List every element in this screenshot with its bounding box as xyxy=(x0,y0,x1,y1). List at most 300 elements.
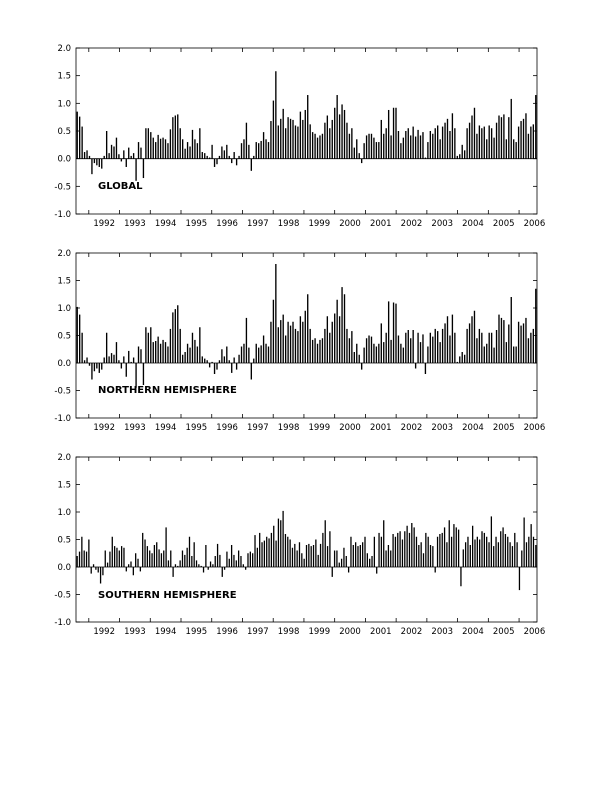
data-bar xyxy=(205,545,206,567)
data-bar xyxy=(383,342,384,363)
data-bar xyxy=(329,531,330,567)
data-bar xyxy=(327,116,328,159)
data-bar xyxy=(162,340,163,363)
data-bar xyxy=(184,149,185,159)
data-bar xyxy=(503,320,504,363)
data-bar xyxy=(533,329,534,363)
data-bar xyxy=(170,329,171,363)
data-bar xyxy=(148,333,149,363)
data-bar xyxy=(346,123,347,159)
data-bar xyxy=(521,551,522,568)
data-bar xyxy=(305,110,306,159)
data-bar xyxy=(219,360,220,363)
data-bar xyxy=(398,131,399,159)
data-bar xyxy=(306,545,307,567)
data-bar xyxy=(280,119,281,159)
data-bar xyxy=(168,560,169,567)
data-bar xyxy=(292,120,293,159)
data-bar xyxy=(388,545,389,567)
x-tick-label: 2003 xyxy=(431,219,454,229)
data-bar xyxy=(378,533,379,567)
data-bar xyxy=(528,338,529,363)
y-tick-label: 1.5 xyxy=(57,71,71,82)
data-bar xyxy=(241,143,242,158)
data-bar xyxy=(346,556,347,567)
data-bar xyxy=(264,541,265,567)
data-bar xyxy=(320,544,321,567)
data-bar xyxy=(415,137,416,159)
x-tick-label: 1993 xyxy=(124,219,146,229)
data-bar xyxy=(329,333,330,363)
data-bar xyxy=(118,154,119,158)
x-tick-label: 2006 xyxy=(523,627,546,637)
data-bar xyxy=(236,159,237,166)
data-bar xyxy=(437,331,438,363)
data-bar xyxy=(474,311,475,363)
data-bar xyxy=(454,333,455,363)
data-bar xyxy=(486,139,487,158)
data-bar xyxy=(359,355,360,363)
data-bar xyxy=(415,363,416,369)
data-bar xyxy=(471,316,472,363)
data-bar xyxy=(458,530,459,567)
data-bar xyxy=(265,344,266,363)
data-bar xyxy=(411,523,412,567)
y-tick-label: -1.0 xyxy=(54,618,71,628)
data-bar xyxy=(423,553,424,567)
data-bar xyxy=(145,327,146,363)
data-bar xyxy=(427,142,428,159)
data-bar xyxy=(77,556,78,567)
data-bar xyxy=(307,95,308,159)
data-bar xyxy=(341,559,342,567)
data-bar xyxy=(493,546,494,567)
data-bar xyxy=(289,540,290,568)
data-bar xyxy=(392,534,393,567)
data-bar xyxy=(486,537,487,567)
data-bar xyxy=(334,551,335,568)
data-bar xyxy=(516,542,517,567)
data-bar xyxy=(508,325,509,364)
data-bar xyxy=(231,363,232,373)
data-bar xyxy=(425,158,426,159)
data-bar xyxy=(184,352,185,363)
data-bar xyxy=(324,123,325,159)
data-bar xyxy=(179,560,180,567)
x-tick-label: 2005 xyxy=(492,219,515,229)
data-bar xyxy=(451,537,452,567)
x-tick-label: 1998 xyxy=(277,627,300,637)
data-bar xyxy=(305,311,306,363)
data-bar xyxy=(177,566,178,567)
data-bar xyxy=(457,362,458,363)
y-tick-label: -0.5 xyxy=(54,590,71,601)
data-bar xyxy=(346,329,347,363)
data-bar xyxy=(295,125,296,158)
data-bar xyxy=(81,333,82,363)
data-bar xyxy=(317,138,318,159)
data-bar xyxy=(109,552,110,567)
data-bar xyxy=(410,338,411,363)
data-bar xyxy=(101,159,102,169)
data-bar xyxy=(194,340,195,363)
data-bar xyxy=(442,127,443,159)
data-bar xyxy=(481,531,482,567)
data-bar xyxy=(518,322,519,363)
data-bar xyxy=(221,146,222,158)
data-bar xyxy=(307,294,308,363)
data-bar xyxy=(116,548,117,567)
x-tick-label: 2000 xyxy=(339,219,361,229)
data-bar xyxy=(432,337,433,363)
data-bar xyxy=(140,148,141,159)
data-bar xyxy=(133,153,134,159)
data-bar xyxy=(332,120,333,159)
data-bar xyxy=(192,130,193,159)
data-bar xyxy=(299,542,300,567)
y-tick-label: 2.0 xyxy=(57,249,71,259)
data-bar xyxy=(491,128,492,158)
data-bar xyxy=(263,336,264,364)
data-bar xyxy=(418,545,419,567)
data-bar xyxy=(268,142,269,159)
data-bar xyxy=(236,363,237,370)
data-bar xyxy=(399,531,400,567)
data-bar xyxy=(285,336,286,364)
data-bar xyxy=(428,537,429,567)
data-bar xyxy=(515,347,516,364)
data-bar xyxy=(381,323,382,363)
data-bar xyxy=(266,537,267,567)
data-bar xyxy=(327,546,328,567)
data-bar xyxy=(88,540,89,568)
data-bar xyxy=(453,524,454,567)
data-bar xyxy=(302,322,303,363)
data-bar xyxy=(285,128,286,158)
x-tick-label: 1999 xyxy=(308,423,331,433)
data-bar xyxy=(243,139,244,158)
data-bar xyxy=(167,347,168,364)
data-bar xyxy=(467,537,468,567)
data-bar xyxy=(493,138,494,159)
data-bar xyxy=(318,555,319,567)
data-bar xyxy=(442,533,443,567)
data-bar xyxy=(324,329,325,363)
data-bar xyxy=(300,316,301,363)
data-bar xyxy=(245,567,246,570)
data-bar xyxy=(304,559,305,567)
data-bar xyxy=(121,159,122,162)
data-bar xyxy=(308,544,309,567)
data-bar xyxy=(112,537,113,567)
data-bar xyxy=(474,108,475,159)
data-bar xyxy=(344,110,345,159)
data-bar xyxy=(447,316,448,363)
data-bar xyxy=(435,567,436,573)
data-bar xyxy=(356,344,357,363)
data-bar xyxy=(430,131,431,159)
x-tick-label: 2004 xyxy=(462,219,484,229)
data-bar xyxy=(489,333,490,363)
data-bar xyxy=(444,323,445,363)
data-bar xyxy=(104,156,105,159)
data-bar xyxy=(395,537,396,567)
data-bar xyxy=(408,128,409,158)
data-bar xyxy=(198,564,199,567)
data-bar xyxy=(332,322,333,363)
data-bar xyxy=(420,135,421,158)
data-bar xyxy=(157,337,158,363)
panel-label: SOUTHERN HEMISPHERE xyxy=(98,590,237,601)
data-bar xyxy=(417,333,418,363)
data-bar xyxy=(77,307,78,363)
data-bar xyxy=(518,127,519,159)
data-bar xyxy=(130,562,131,568)
data-bar xyxy=(322,134,323,159)
data-bar xyxy=(421,542,422,567)
data-bar xyxy=(339,563,340,567)
data-bar xyxy=(113,355,114,363)
data-bar xyxy=(128,148,129,159)
data-bar xyxy=(349,134,350,159)
data-bar xyxy=(172,312,173,363)
data-bar xyxy=(525,318,526,363)
data-bar xyxy=(290,326,291,363)
data-bar xyxy=(474,540,475,568)
data-bar xyxy=(187,344,188,363)
data-bar xyxy=(300,112,301,159)
data-bar xyxy=(339,114,340,158)
data-bar xyxy=(101,363,102,370)
data-bar xyxy=(442,329,443,363)
data-bar xyxy=(104,358,105,364)
data-bar xyxy=(79,552,80,567)
data-bar xyxy=(233,358,234,364)
data-bar xyxy=(439,534,440,567)
x-tick-label: 1996 xyxy=(216,627,238,637)
data-bar xyxy=(459,154,460,158)
data-bar xyxy=(197,347,198,364)
data-bar xyxy=(366,135,367,158)
data-bar xyxy=(182,139,183,158)
y-tick-label: 1.0 xyxy=(57,304,71,314)
data-bar xyxy=(216,159,217,165)
data-bar xyxy=(422,334,423,363)
data-bar xyxy=(133,567,134,575)
data-bar xyxy=(86,358,87,364)
x-tick-label: 2000 xyxy=(339,627,361,637)
data-bar xyxy=(520,121,521,159)
data-bar xyxy=(199,128,200,158)
data-bar xyxy=(351,128,352,158)
data-bar xyxy=(410,135,411,158)
data-bar xyxy=(170,129,171,158)
y-tick-label: 0.5 xyxy=(57,127,71,137)
data-bar xyxy=(334,314,335,364)
data-bar xyxy=(248,348,249,363)
data-bar xyxy=(278,125,279,158)
y-tick-label: 2.0 xyxy=(57,44,71,54)
data-bar xyxy=(252,553,253,567)
data-bar xyxy=(273,300,274,363)
data-bar xyxy=(363,143,364,158)
data-bar xyxy=(187,142,188,159)
data-bar xyxy=(278,519,279,567)
data-bar xyxy=(430,545,431,567)
data-bar xyxy=(147,546,148,567)
data-bar xyxy=(91,159,92,174)
data-bar xyxy=(484,533,485,567)
data-bar xyxy=(520,326,521,363)
data-bar xyxy=(202,152,203,159)
data-bar xyxy=(180,329,181,363)
data-bar xyxy=(477,537,478,567)
data-bar xyxy=(464,150,465,158)
x-tick-label: 1994 xyxy=(154,219,177,229)
data-bar xyxy=(295,329,296,363)
data-bar xyxy=(469,123,470,159)
data-bar xyxy=(350,537,351,567)
data-bar xyxy=(153,138,154,159)
x-tick-label: 1996 xyxy=(216,219,238,229)
data-bar xyxy=(383,520,384,567)
data-bar xyxy=(400,344,401,363)
data-bar xyxy=(395,108,396,159)
x-tick-label: 2000 xyxy=(339,423,361,433)
data-bar xyxy=(349,338,350,363)
y-tick-label: -1.0 xyxy=(54,210,71,220)
data-bar xyxy=(108,153,109,159)
data-bar xyxy=(184,555,185,567)
data-bar xyxy=(456,527,457,567)
data-bar xyxy=(254,535,255,567)
data-bar xyxy=(256,142,257,159)
x-tick-label: 1995 xyxy=(185,627,208,637)
data-bar xyxy=(219,156,220,159)
data-bar xyxy=(121,363,122,369)
data-bar xyxy=(256,344,257,363)
data-bar xyxy=(425,363,426,374)
data-bar xyxy=(476,338,477,363)
data-bar xyxy=(123,548,124,567)
data-bar xyxy=(507,537,508,567)
data-bar xyxy=(339,316,340,363)
data-bar xyxy=(417,130,418,159)
data-bar xyxy=(416,537,417,567)
data-bar xyxy=(229,559,230,567)
data-bar xyxy=(314,134,315,159)
data-bar xyxy=(158,549,159,567)
data-bar xyxy=(459,356,460,363)
data-bar xyxy=(363,348,364,363)
data-bar xyxy=(354,148,355,159)
y-tick-label: 2.0 xyxy=(57,453,71,463)
data-bar xyxy=(511,99,512,159)
data-bar xyxy=(511,297,512,363)
x-tick-label: 2006 xyxy=(523,423,546,433)
data-bar xyxy=(355,542,356,567)
data-bar xyxy=(191,556,192,567)
data-bar xyxy=(414,527,415,567)
data-bar xyxy=(214,159,215,167)
x-tick-label: 2001 xyxy=(369,219,392,229)
data-bar xyxy=(155,341,156,363)
data-bar xyxy=(398,336,399,364)
data-bar xyxy=(386,128,387,158)
data-bar xyxy=(258,348,259,363)
data-bar xyxy=(435,128,436,158)
data-bar xyxy=(315,540,316,568)
data-bar xyxy=(435,329,436,363)
data-bar xyxy=(368,134,369,159)
data-bar xyxy=(313,545,314,567)
data-bar xyxy=(192,333,193,363)
data-bar xyxy=(119,551,120,568)
data-bar xyxy=(271,533,272,567)
data-bar xyxy=(422,132,423,159)
data-bar xyxy=(251,363,252,380)
data-bar xyxy=(501,318,502,363)
data-bar xyxy=(226,552,227,567)
data-bar xyxy=(182,355,183,363)
data-bar xyxy=(123,150,124,158)
data-bar xyxy=(427,347,428,364)
x-tick-label: 1997 xyxy=(247,219,269,229)
data-bar xyxy=(528,134,529,159)
data-bar xyxy=(367,553,368,567)
data-bar xyxy=(165,342,166,363)
x-tick-label: 2005 xyxy=(492,627,515,637)
data-bar xyxy=(226,145,227,159)
data-bar xyxy=(172,117,173,159)
data-bar xyxy=(322,533,323,567)
data-bar xyxy=(336,551,337,568)
data-bar xyxy=(285,534,286,567)
data-bar xyxy=(439,139,440,158)
data-bar xyxy=(405,131,406,159)
data-bar xyxy=(530,333,531,363)
data-bar xyxy=(325,520,326,567)
data-bar xyxy=(312,340,313,363)
data-bar xyxy=(270,322,271,363)
data-bar xyxy=(452,113,453,158)
data-bar xyxy=(484,127,485,159)
data-bar xyxy=(314,338,315,363)
x-tick-label: 1994 xyxy=(154,423,177,433)
data-bar xyxy=(207,156,208,159)
data-bar xyxy=(491,516,492,567)
data-bar xyxy=(231,159,232,163)
x-tick-label: 1995 xyxy=(185,219,208,229)
data-bar xyxy=(250,552,251,567)
data-bar xyxy=(465,542,466,567)
data-bar xyxy=(371,556,372,567)
data-bar xyxy=(283,109,284,159)
x-tick-label: 2004 xyxy=(462,423,484,433)
data-bar xyxy=(142,533,143,567)
y-tick-label: 1.5 xyxy=(57,480,71,491)
data-bar xyxy=(253,359,254,363)
data-bar xyxy=(404,531,405,567)
x-tick-label: 2004 xyxy=(462,627,484,637)
data-bar xyxy=(348,567,349,573)
data-bar xyxy=(334,108,335,159)
data-bar xyxy=(265,139,266,158)
data-bar xyxy=(479,125,480,158)
data-bar xyxy=(145,128,146,158)
data-bar xyxy=(224,356,225,363)
data-bar xyxy=(212,564,213,567)
